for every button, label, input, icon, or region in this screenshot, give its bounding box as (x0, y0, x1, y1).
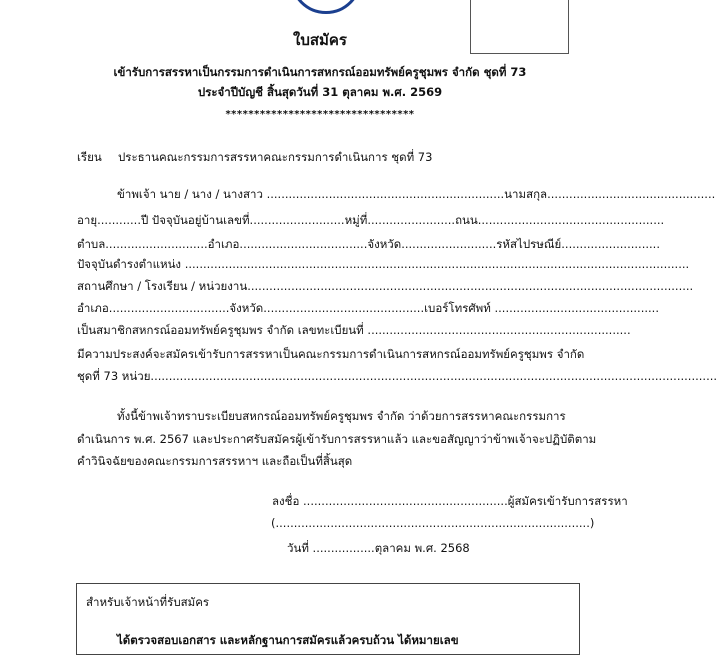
form-line-unit[interactable]: ชุดที่ 73 หน่วย........................................................................................................................................................... (77, 369, 717, 383)
paragraph-line-3: คำวินิจฉัยของคณะกรรมการสรรหาฯ และถือเป็นที่สิ้นสุด (77, 454, 353, 468)
form-line-contact[interactable]: อำเภอ.................................จังหวัด............................................เบอร์โทรศัพท์ ............................................. (77, 301, 659, 315)
logo-text (293, 0, 359, 2)
salutation-text: ประธานคณะกรรมการสรรหาคณะกรรมการดำเนินการ ชุดที่ 73 (118, 150, 433, 164)
form-line-address[interactable]: อายุ............ปี ปัจจุบันอยู่บ้านเลขที่..........................หมู่ที่........................ถนน................................................... (77, 213, 665, 227)
form-line-school[interactable]: สถานศึกษา / โรงเรียน / หน่วยงาน.......................................................................................................................... (77, 279, 694, 293)
form-subtitle: เข้ารับการสรรหาเป็นกรรมการดำเนินการสหกรณ์ออมทรัพย์ครูชุมพร จำกัด ชุดที่ 73 (113, 65, 527, 79)
form-line-intent: มีความประสงค์จะสมัครเข้ารับการสรรหาเป็นคณะกรรมการดำเนินการสหกรณ์ออมทรัพย์ครูชุมพร จำกัด (77, 347, 585, 361)
salutation-label: เรียน (77, 150, 102, 164)
official-check-text: ได้ตรวจสอบเอกสาร และหลักฐานการสมัครแล้วครบถ้วน ได้หมายเลข (117, 633, 459, 647)
form-line-position[interactable]: ปัจจุบันดำรงตำแหน่ง .......................................................................................................................................... (77, 257, 690, 271)
cooperative-logo (290, 0, 362, 14)
form-subtitle-period: ประจำปีบัญชี สิ้นสุดวันที่ 31 ตุลาคม พ.ศ. 2569 (197, 85, 443, 99)
paragraph-line-1: ทั้งนี้ข้าพเจ้าทราบระเบียบสหกรณ์ออมทรัพย์ครูชุมพร จำกัด ว่าด้วยการสรรหาคณะกรรมการ (117, 409, 566, 423)
form-line-member-id[interactable]: เป็นสมาชิกสหกรณ์ออมทรัพย์ครูชุมพร จำกัด เลขทะเบียนที่ ........................................................................ (77, 323, 631, 337)
form-line-district[interactable]: ตำบล............................อำเภอ...................................จังหวัด..........................รหัสไปรษณีย์........................... (77, 237, 660, 251)
page-title: ใบสมัคร (293, 31, 347, 49)
signature-date-line[interactable]: วันที่ .................ตุลาคม พ.ศ. 2568 (287, 541, 470, 555)
separator: ********************************* (225, 109, 415, 120)
signature-name-line[interactable]: (......................................................................................) (271, 516, 595, 530)
form-line-name[interactable]: ข้าพเจ้า นาย / นาง / นางสาว .................................................................นามสกุล.............................................. (117, 187, 716, 201)
official-use-box (76, 583, 580, 655)
paragraph-line-2: ดำเนินการ พ.ศ. 2567 และประกาศรับสมัครผู้เข้ารับการสรรหาแล้ว และขอสัญญาว่าข้าพเจ้าจะปฏิบัติตาม (77, 432, 597, 446)
signature-line[interactable]: ลงชื่อ ........................................................ผู้สมัครเข้ารับการสรรหา (272, 494, 628, 508)
official-heading: สำหรับเจ้าหน้าที่รับสมัคร (86, 595, 210, 609)
